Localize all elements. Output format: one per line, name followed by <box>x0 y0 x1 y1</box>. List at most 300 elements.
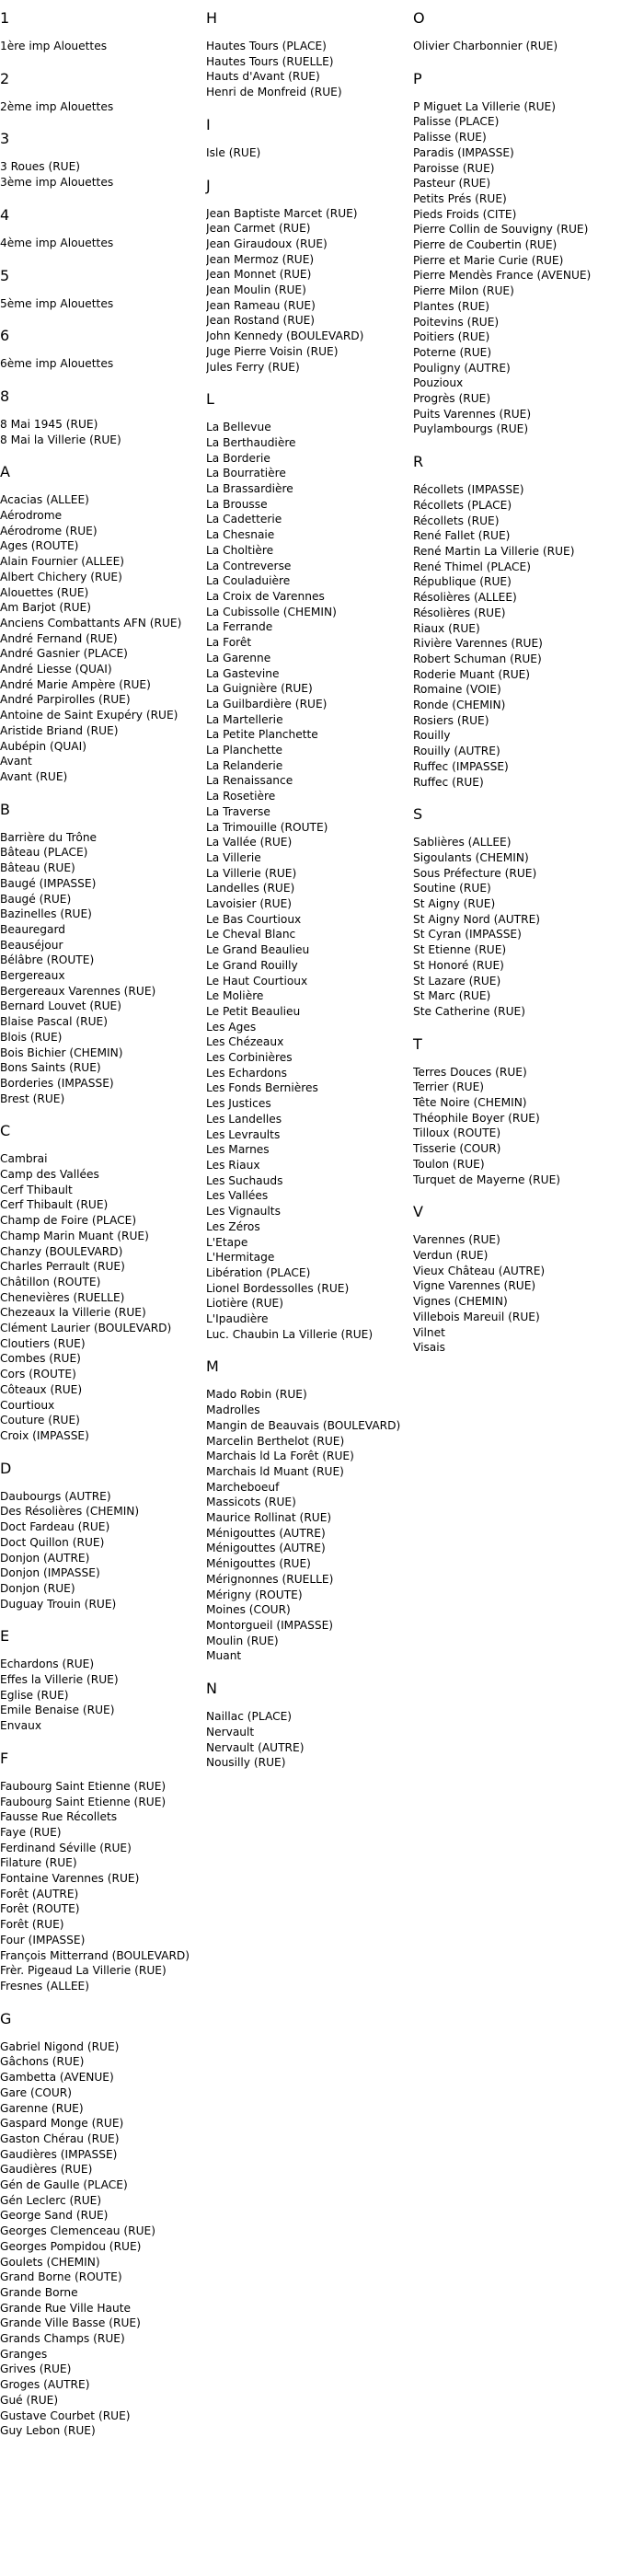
street-entry: Pouligny (AUTRE) <box>413 361 511 375</box>
street-entry: Toulon (RUE) <box>413 1157 485 1171</box>
street-entry: Bergereaux <box>0 969 65 983</box>
street-entry: Les Chézeaux <box>206 1035 284 1049</box>
street-entry: Les Justices <box>206 1097 271 1111</box>
street-entry: Pierre Mendès France (AVENUE) <box>413 269 592 283</box>
street-entry: Bois Bichier (CHEMIN) <box>0 1045 123 1059</box>
street-entry: Massicots (RUE) <box>206 1496 296 1509</box>
street-entry: Chanzy (BOULEVARD) <box>0 1244 123 1258</box>
street-entry: Clément Laurier (BOULEVARD) <box>0 1322 172 1335</box>
street-entry: Fausse Rue Récollets <box>0 1810 118 1824</box>
street-entry: Gén Leclerc (RUE) <box>0 2193 102 2207</box>
street-entry: Maurice Rollinat (RUE) <box>206 1511 332 1525</box>
street-entry: Mérignonnes (RUELLE) <box>206 1572 334 1586</box>
street-entry: Gaspard Monge (RUE) <box>0 2117 124 2131</box>
street-entry: Jean Rostand (RUE) <box>206 314 316 328</box>
street-entry: Groges (AUTRE) <box>0 2378 90 2392</box>
street-entry: Forêt (AUTRE) <box>0 1887 79 1900</box>
street-entry: Bons Saints (RUE) <box>0 1061 101 1075</box>
street-entry: La Martellerie <box>206 712 283 726</box>
street-entry: République (RUE) <box>413 575 512 589</box>
street-entry: L'Hermitage <box>206 1251 275 1265</box>
street-entry: Gén de Gaulle (PLACE) <box>0 2178 128 2192</box>
street-entry: Les Vallées <box>206 1189 269 1203</box>
street-entry: Visais <box>413 1341 446 1355</box>
street-entry: La Bellevue <box>206 421 271 434</box>
letter-section <box>413 453 621 790</box>
street-entry: P Miguet La Villerie (RUE) <box>413 99 556 113</box>
street-entry: René Martin La Villerie (RUE) <box>413 544 575 558</box>
street-entry: John Kennedy (BOULEVARD) <box>206 329 364 343</box>
street-entry: Donjon (IMPASSE) <box>0 1566 100 1580</box>
section-heading: C <box>0 1122 11 1140</box>
street-entry: Donjon (AUTRE) <box>0 1551 90 1565</box>
street-entry: La Chesnaie <box>206 528 275 542</box>
street-entry: Avant (RUE) <box>0 769 68 783</box>
section-heading: V <box>413 1203 423 1221</box>
street-entry: Brest (RUE) <box>0 1092 65 1105</box>
street-entry: Nervault <box>206 1725 255 1739</box>
street-entry: Vigne Varennes (RUE) <box>413 1279 536 1293</box>
street-entry: Gaston Chérau (RUE) <box>0 2131 120 2145</box>
letter-section <box>206 390 412 1342</box>
street-entry: Champ de Foire (PLACE) <box>0 1214 137 1228</box>
street-entry: La Berthaudière <box>206 435 296 449</box>
section-heading: J <box>206 176 211 194</box>
street-entry: André Liesse (QUAI) <box>0 663 112 676</box>
street-entry: La Contreverse <box>206 559 292 572</box>
street-entry: La Renaissance <box>206 774 293 788</box>
street-entry: Gustave Courbet (RUE) <box>0 2409 131 2422</box>
street-entry: Théophile Boyer (RUE) <box>413 1111 540 1125</box>
street-entry: St Aigny Nord (AUTRE) <box>413 912 541 926</box>
index-column <box>413 0 621 1371</box>
street-entry: Tête Noire (CHEMIN) <box>413 1096 527 1110</box>
letter-section <box>206 177 412 375</box>
street-entry: Faubourg Saint Etienne (RUE) <box>0 1779 167 1793</box>
street-entry: Jean Baptiste Marcet (RUE) <box>206 206 358 220</box>
street-entry: Ménigouttes (AUTRE) <box>206 1526 326 1540</box>
street-entry: Marchais ld Muant (RUE) <box>206 1464 344 1478</box>
street-entry: Des Résolières (CHEMIN) <box>0 1505 140 1519</box>
street-entry: Pasteur (RUE) <box>413 177 491 191</box>
street-entry: Les Ages <box>206 1020 257 1034</box>
street-entry: Goulets (CHEMIN) <box>0 2255 100 2269</box>
street-entry: Ronde (CHEMIN) <box>413 699 506 712</box>
section-heading: N <box>206 1680 217 1698</box>
street-entry: Petits Prés (RUE) <box>413 191 507 205</box>
section-heading: B <box>0 800 10 818</box>
street-entry: Forêt (ROUTE) <box>0 1902 80 1916</box>
street-entry: Grives (RUE) <box>0 2362 72 2376</box>
street-entry: Doct Fardeau (RUE) <box>0 1520 110 1534</box>
street-entry: 1ère imp Alouettes <box>0 40 108 52</box>
street-entry: La Rosetière <box>206 790 276 803</box>
street-entry: Mangin de Beauvais (BOULEVARD) <box>206 1418 401 1432</box>
street-entry: Guy Lebon (RUE) <box>0 2424 96 2438</box>
street-entry: Gambetta (AVENUE) <box>0 2071 114 2085</box>
section-heading: 2 <box>0 69 10 87</box>
street-entry: Gué (RUE) <box>0 2393 59 2407</box>
section-heading: 4 <box>0 205 10 224</box>
street-entry: Cambrai <box>0 1152 48 1166</box>
street-entry: Soutine (RUE) <box>413 882 491 895</box>
street-entry: St Honoré (RUE) <box>413 958 504 972</box>
letter-section <box>413 9 621 54</box>
street-entry: La Bourratière <box>206 467 286 480</box>
street-entry: Cloutiers (RUE) <box>0 1336 86 1350</box>
street-entry: Les Levraults <box>206 1127 281 1141</box>
street-entry: Aubépin (QUAI) <box>0 739 86 753</box>
street-entry: André Parpirolles (RUE) <box>0 693 131 707</box>
section-heading: D <box>0 1459 12 1477</box>
street-entry: Four (IMPASSE) <box>0 1933 86 1946</box>
street-entry: La Villerie (RUE) <box>206 866 297 880</box>
street-entry: Mérigny (ROUTE) <box>206 1588 303 1601</box>
street-entry: Garenne (RUE) <box>0 2101 84 2115</box>
street-entry: Borderies (IMPASSE) <box>0 1076 114 1090</box>
street-entry: Landelles (RUE) <box>206 882 295 895</box>
street-entry: Le Haut Courtioux <box>206 974 308 988</box>
street-entry: Les Suchauds <box>206 1173 283 1187</box>
street-entry: Les Zéros <box>206 1219 260 1233</box>
street-entry: Faye (RUE) <box>0 1825 62 1839</box>
street-entry: Granges <box>0 2347 48 2361</box>
street-entry: 4ème imp Alouettes <box>0 236 114 249</box>
street-entry: Lionel Bordessolles (RUE) <box>206 1281 350 1295</box>
letter-section <box>0 327 204 372</box>
street-entry: Bazinelles (RUE) <box>0 907 92 921</box>
street-entry: Bernard Louvet (RUE) <box>0 999 121 1013</box>
street-entry: Turquet de Mayerne (RUE) <box>413 1172 561 1186</box>
letter-section <box>413 1203 621 1356</box>
street-entry: La Trimouille (ROUTE) <box>206 820 328 834</box>
street-entry: Romaine (VOIE) <box>413 683 501 697</box>
street-entry: Vignes (CHEMIN) <box>413 1295 508 1309</box>
street-entry: Fresnes (ALLEE) <box>0 1979 89 1993</box>
street-entry: Am Barjot (RUE) <box>0 601 92 615</box>
street-entry: André Fernand (RUE) <box>0 631 118 645</box>
street-entry: Terres Douces (RUE) <box>413 1065 527 1079</box>
street-entry: Sablières (ALLEE) <box>413 836 512 849</box>
street-entry: Charles Perrault (RUE) <box>0 1260 125 1274</box>
street-entry: Camp des Vallées <box>0 1168 99 1182</box>
street-entry: Vilnet <box>413 1325 445 1339</box>
street-entry: Georges Pompidou (RUE) <box>0 2239 142 2253</box>
street-entry: 3ème imp Alouettes <box>0 176 114 190</box>
street-entry: St Lazare (RUE) <box>413 974 501 988</box>
street-entry: Grand Borne (ROUTE) <box>0 2270 122 2284</box>
street-entry: Hauts d'Avant (RUE) <box>206 70 320 84</box>
street-entry: Gâchons (RUE) <box>0 2055 85 2069</box>
street-entry: La Vallée (RUE) <box>206 836 293 849</box>
letter-section <box>0 130 204 190</box>
street-entry: Antoine de Saint Exupéry (RUE) <box>0 709 178 722</box>
street-entry: Pouzioux <box>413 376 464 390</box>
street-entry: Muant <box>206 1649 242 1663</box>
street-entry: Pierre et Marie Curie (RUE) <box>413 253 564 267</box>
street-entry: Rouilly (AUTRE) <box>413 745 500 758</box>
street-entry: Chenevières (RUELLE) <box>0 1290 125 1304</box>
street-entry: La Guilbardière (RUE) <box>206 697 328 710</box>
street-entry: Eglise (RUE) <box>0 1688 69 1702</box>
street-entry: 6ème imp Alouettes <box>0 357 114 371</box>
street-entry: Villebois Mareuil (RUE) <box>413 1310 540 1323</box>
street-entry: Côteaux (RUE) <box>0 1382 83 1396</box>
street-entry: Marcelin Berthelot (RUE) <box>206 1434 345 1448</box>
street-entry: Cors (ROUTE) <box>0 1368 76 1381</box>
section-heading: O <box>413 9 425 27</box>
street-entry: L'Ipaudière <box>206 1312 269 1326</box>
street-entry: Montorgueil (IMPASSE) <box>206 1618 334 1632</box>
street-entry: François Mitterrand (BOULEVARD) <box>0 1948 190 1962</box>
street-entry: Poitevins (RUE) <box>413 315 500 329</box>
street-entry: 8 Mai 1945 (RUE) <box>0 417 98 431</box>
street-entry: René Thimel (PLACE) <box>413 560 531 573</box>
street-entry: St Aigny (RUE) <box>413 897 496 911</box>
street-entry: La Petite Planchette <box>206 728 318 742</box>
street-entry: Progrès (RUE) <box>413 392 491 406</box>
street-entry: Avant <box>0 755 32 768</box>
street-entry: Grande Borne <box>0 2285 78 2299</box>
street-entry: Bâteau (PLACE) <box>0 846 88 860</box>
section-heading: H <box>206 9 218 27</box>
street-entry: La Gastevine <box>206 666 280 680</box>
street-entry: Châtillon (ROUTE) <box>0 1275 101 1288</box>
street-entry: Doct Quillon (RUE) <box>0 1535 105 1549</box>
street-entry: George Sand (RUE) <box>0 2209 109 2223</box>
street-entry: Pierre Collin de Souvigny (RUE) <box>413 223 589 237</box>
street-entry: Rivière Varennes (RUE) <box>413 637 543 651</box>
street-entry: St Marc (RUE) <box>413 989 491 1003</box>
letter-section <box>0 801 204 1107</box>
street-entry: La Brassardière <box>206 482 293 496</box>
letter-section <box>0 463 204 784</box>
street-entry: Georges Clemenceau (RUE) <box>0 2224 156 2238</box>
street-entry: Couture (RUE) <box>0 1414 80 1427</box>
street-entry: Les Vignaults <box>206 1205 281 1219</box>
street-entry: Emile Benaise (RUE) <box>0 1704 115 1717</box>
street-entry: 3 Roues (RUE) <box>0 160 81 174</box>
letter-section <box>0 267 204 312</box>
street-entry: Le Bas Courtioux <box>206 912 302 926</box>
street-entry: Marcheboeuf <box>206 1480 280 1494</box>
street-entry: Ruffec (RUE) <box>413 775 484 789</box>
street-entry: Bâteau (RUE) <box>0 861 75 875</box>
street-entry: Ruffec (IMPASSE) <box>413 759 509 773</box>
section-heading: L <box>206 390 214 409</box>
street-entry: Jean Moulin (RUE) <box>206 283 306 297</box>
street-entry: Verdun (RUE) <box>413 1249 489 1262</box>
street-entry: Combes (RUE) <box>0 1352 81 1366</box>
street-entry: Robert Schuman (RUE) <box>413 652 542 665</box>
street-entry: 2ème imp Alouettes <box>0 99 114 113</box>
street-entry: Les Corbinières <box>206 1051 293 1065</box>
street-entry: René Fallet (RUE) <box>413 529 511 543</box>
section-heading: E <box>0 1627 10 1646</box>
letter-section <box>0 2010 204 2439</box>
street-entry: Palisse (PLACE) <box>413 115 500 129</box>
street-entry: Les Riaux <box>206 1159 260 1172</box>
section-heading: S <box>413 805 423 824</box>
street-entry: Luc. Chaubin La Villerie (RUE) <box>206 1327 374 1341</box>
street-entry: Palisse (RUE) <box>413 131 487 144</box>
street-entry: Varennes (RUE) <box>413 1233 500 1247</box>
street-entry: Frèr. Pigeaud La Villerie (RUE) <box>0 1964 167 1978</box>
street-entry: La Brousse <box>206 497 268 511</box>
street-entry: Sous Préfecture (RUE) <box>413 866 537 880</box>
index-column <box>0 0 204 2455</box>
street-entry: Le Grand Rouilly <box>206 958 298 972</box>
street-entry: Naillac (PLACE) <box>206 1710 293 1724</box>
letter-section <box>206 1357 412 1664</box>
street-entry: Jean Monnet (RUE) <box>206 268 312 282</box>
street-entry: Aérodrome <box>0 509 63 523</box>
street-entry: Duguay Trouin (RUE) <box>0 1597 117 1611</box>
street-entry: Grands Champs (RUE) <box>0 2332 125 2346</box>
street-entry: Nousilly (RUE) <box>206 1756 286 1770</box>
street-entry: Henri de Monfreid (RUE) <box>206 86 342 99</box>
street-entry: La Villerie <box>206 850 261 864</box>
street-entry: Roderie Muant (RUE) <box>413 667 531 681</box>
street-entry: Olivier Charbonnier (RUE) <box>413 40 558 52</box>
street-entry: Lavoisier (RUE) <box>206 897 293 911</box>
street-entry: Bélâbre (ROUTE) <box>0 953 95 967</box>
letter-section <box>0 1627 204 1734</box>
street-entry: Daubourgs (AUTRE) <box>0 1489 111 1503</box>
street-entry: Libération (PLACE) <box>206 1265 311 1279</box>
street-entry: Cerf Thibault (RUE) <box>0 1198 109 1212</box>
street-entry: Aérodrome (RUE) <box>0 524 98 537</box>
street-entry: Nervault (AUTRE) <box>206 1740 305 1754</box>
letter-section <box>0 1460 204 1612</box>
street-entry: Récollets (PLACE) <box>413 498 512 512</box>
street-entry: Aristide Briand (RUE) <box>0 723 119 737</box>
street-entry: Sigoulants (CHEMIN) <box>413 850 529 864</box>
street-entry: Marchais ld La Forêt (RUE) <box>206 1450 354 1463</box>
street-entry: Puylambourgs (RUE) <box>413 422 529 436</box>
street-entry: 8 Mai la Villerie (RUE) <box>0 433 121 446</box>
section-heading: 8 <box>0 387 10 405</box>
letter-section <box>206 116 412 161</box>
street-entry: Pierre Milon (RUE) <box>413 284 514 298</box>
street-entry: André Gasnier (PLACE) <box>0 647 128 661</box>
street-entry: Récollets (RUE) <box>413 514 500 527</box>
street-entry: Alain Fournier (ALLEE) <box>0 555 125 569</box>
street-entry: Alouettes (RUE) <box>0 585 89 599</box>
street-entry: Croix (IMPASSE) <box>0 1429 89 1442</box>
street-entry: Résolières (RUE) <box>413 606 506 619</box>
letter-section <box>0 387 204 447</box>
street-entry: Blois (RUE) <box>0 1030 63 1044</box>
street-entry: Echardons (RUE) <box>0 1658 95 1671</box>
section-heading: A <box>0 463 10 481</box>
street-entry: Jean Rameau (RUE) <box>206 298 316 312</box>
street-entry: Puits Varennes (RUE) <box>413 407 532 421</box>
street-entry: Ages (ROUTE) <box>0 539 79 553</box>
street-entry: Plantes (RUE) <box>413 299 490 313</box>
street-entry: Jean Mermoz (RUE) <box>206 252 315 266</box>
street-entry: La Garenne <box>206 651 271 664</box>
section-heading: 3 <box>0 130 10 148</box>
street-entry: Rouilly <box>413 729 451 743</box>
index-column <box>206 0 412 1786</box>
street-entry: Les Landelles <box>206 1112 282 1126</box>
street-entry: Fontaine Varennes (RUE) <box>0 1872 140 1886</box>
street-entry: Hautes Tours (PLACE) <box>206 40 327 52</box>
street-entry: Courtioux <box>0 1398 55 1412</box>
street-entry: Gaudières (IMPASSE) <box>0 2147 118 2161</box>
street-entry: Ferdinand Séville (RUE) <box>0 1841 132 1854</box>
section-heading: P <box>413 69 422 87</box>
street-entry: Paradis (IMPASSE) <box>413 145 514 159</box>
letter-section <box>0 1750 204 1994</box>
street-entry: Baugé (RUE) <box>0 892 72 906</box>
street-entry: Ménigouttes (AUTRE) <box>206 1542 326 1555</box>
street-entry: Beauséjour <box>0 938 63 952</box>
street-entry: La Ferrande <box>206 620 273 634</box>
street-entry: Riaux (RUE) <box>413 621 480 635</box>
section-heading: T <box>413 1034 422 1053</box>
letter-section <box>206 1680 412 1771</box>
section-heading: 1 <box>0 9 10 27</box>
street-entry: Beauregard <box>0 922 66 936</box>
street-entry: Barrière du Trône <box>0 830 98 844</box>
street-entry: Jules Ferry (RUE) <box>206 360 300 374</box>
street-entry: Donjon (RUE) <box>0 1581 75 1595</box>
street-entry: Gaudières (RUE) <box>0 2163 93 2177</box>
street-entry: Les Marnes <box>206 1143 270 1157</box>
street-entry: Poterne (RUE) <box>413 345 492 359</box>
street-entry: Rosiers (RUE) <box>413 713 489 727</box>
street-entry: Moulin (RUE) <box>206 1634 279 1647</box>
section-heading: R <box>413 453 424 471</box>
street-entry: Poitiers (RUE) <box>413 330 490 344</box>
street-entry: Baugé (IMPASSE) <box>0 876 97 890</box>
street-entry: Liotière (RUE) <box>206 1297 284 1311</box>
street-entry: Gare (COUR) <box>0 2085 73 2099</box>
street-entry: La Borderie <box>206 451 270 465</box>
letter-section <box>0 206 204 251</box>
street-entry: St Cyran (IMPASSE) <box>413 928 522 941</box>
street-entry: Pierre de Coubertin (RUE) <box>413 238 558 252</box>
street-entry: Les Echardons <box>206 1066 287 1080</box>
street-entry: Récollets (IMPASSE) <box>413 483 524 497</box>
street-entry: Ménigouttes (RUE) <box>206 1557 311 1571</box>
street-entry: Le Cheval Blanc <box>206 928 296 941</box>
section-heading: G <box>0 2009 12 2027</box>
street-entry: Moines (COUR) <box>206 1603 291 1617</box>
letter-section <box>0 1122 204 1443</box>
street-entry: Chezeaux la Villerie (RUE) <box>0 1306 146 1320</box>
street-entry: Tisserie (COUR) <box>413 1142 501 1156</box>
street-entry: Envaux <box>0 1719 42 1733</box>
street-entry: Les Fonds Bernières <box>206 1081 318 1095</box>
street-entry: Forêt (RUE) <box>0 1918 64 1932</box>
street-entry: Le Molière <box>206 989 264 1003</box>
street-entry: Albert Chichery (RUE) <box>0 570 122 583</box>
street-entry: Ste Catherine (RUE) <box>413 1004 525 1018</box>
street-entry: Le Grand Beaulieu <box>206 943 310 957</box>
street-entry: La Choltière <box>206 543 274 557</box>
street-entry: Tilloux (ROUTE) <box>413 1126 501 1140</box>
street-entry: Pieds Froids (CITE) <box>413 207 517 221</box>
section-heading: F <box>0 1749 9 1767</box>
street-entry: Gabriel Nigond (RUE) <box>0 2039 120 2053</box>
street-entry: Acacias (ALLEE) <box>0 493 89 507</box>
street-entry: Isle (RUE) <box>206 145 261 159</box>
street-entry: St Etienne (RUE) <box>413 943 507 957</box>
street-entry: 5ème imp Alouettes <box>0 296 114 310</box>
